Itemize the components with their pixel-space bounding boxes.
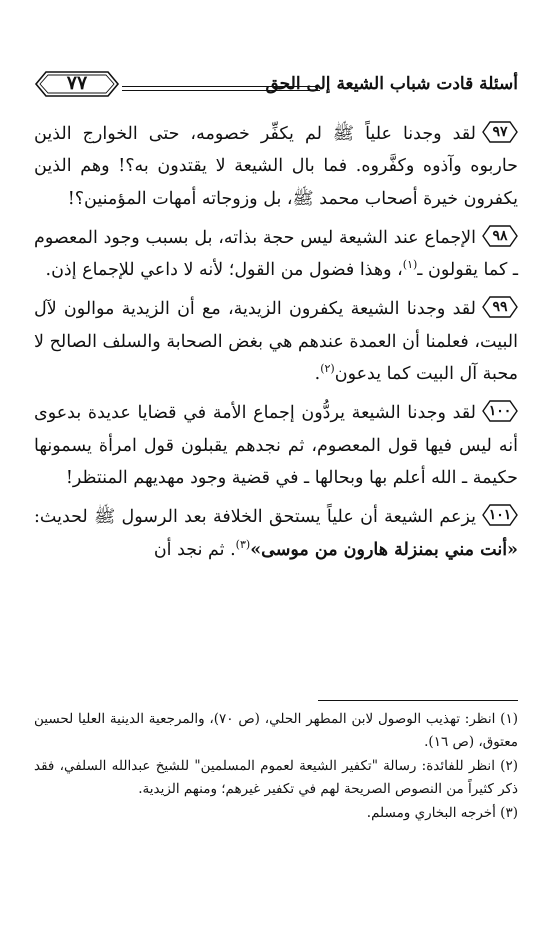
footnote: (٣) أخرجه البخاري ومسلم. — [366, 805, 518, 821]
question-98 — [34, 222, 518, 287]
question-number-badge — [482, 398, 518, 424]
question-99 — [34, 293, 518, 390]
page-number: ٧٧ — [66, 72, 88, 94]
question-number-badge — [482, 502, 518, 528]
question-number-badge — [482, 223, 518, 249]
question-text-cont: . — [314, 364, 321, 385]
question-text: يزعم الشيعة أن علياً يستحق الخلافة بعد الرسول ﷺ لحديث: — [34, 507, 476, 528]
question-97 — [34, 118, 518, 215]
question-number-badge — [482, 119, 518, 145]
question-text-cont: . ثم نجد أن — [153, 539, 236, 560]
footnote: (١) انظر: تهذيب الوصول لابن المطهر الحلي، (ص ٧٠)، والمرجعية الدينية العليا لحسين معتوق، (ص ١٦). — [34, 711, 518, 750]
question-text: لقد وجدنا الشيعة يكفرون الزيدية، مع أن الزيدية موالون لآل البيت، فعلمنا أن العمدة عندهم هي بغض الصحابة والسلف الصالح لا محبة آل البيت كما يدعون — [34, 299, 518, 385]
question-number: ٩٩ — [492, 299, 508, 316]
question-text: الإجماع عند الشيعة ليس حجة بذاته، بل بسبب وجود المعصوم ـ كما يقولون ـ — [34, 227, 518, 281]
footnotes — [34, 708, 518, 827]
question-text: لقد وجدنا علياً ﷺ لم يكفِّر خصومه، حتى الخوارج الذين حاربوه وآذوه وكفَّروه. فما بال الشيعة لا يقتدون به؟! وهم الذين يكفرون خيرة أصحاب محمد ﷺ، بل وزوجاته أمهات المؤمنين؟! — [34, 124, 518, 209]
footnote-ref[interactable]: (٢) — [320, 362, 335, 376]
question-number: ١٠٠ — [488, 403, 512, 420]
header-rule — [122, 86, 320, 91]
question-101 — [34, 501, 518, 566]
question-100 — [34, 397, 518, 494]
question-number: ٩٨ — [492, 227, 508, 244]
question-number: ٩٧ — [492, 124, 508, 140]
running-title: أسئلة قادت شباب الشيعة إلى الحق — [265, 74, 518, 94]
footnote-ref[interactable]: (١) — [402, 258, 418, 272]
question-text: لقد وجدنا الشيعة يردُّون إجماع الأمة في قضايا عديدة بدعوى أنه ليس فيها قول المعصوم، ثم نجدهم يقبلون قول امرأة يسمونها حكيمة ـ الله أعلم بها وبحالها ـ في قضية وجود مهديهم المنتظر! — [34, 403, 518, 488]
main-text — [34, 118, 518, 573]
question-number-badge — [482, 294, 518, 320]
page-header — [34, 62, 518, 108]
hadith-quote: «أنت مني بمنزلة هارون من موسى» — [250, 539, 518, 560]
page-number-badge — [34, 66, 120, 102]
footnote: (٢) انظر للفائدة: رسالة "تكفير الشيعة لعموم المسلمين" للشيخ عبدالله السلفي، فقد ذكر كثيراً من النصوص الصريحة لهم في تكفير غيرهم؛ ومنهم الزيدية. — [34, 758, 518, 797]
question-text-cont: ، وهذا فضول من القول؛ لأنه لا داعي للإجماع إذن. — [45, 260, 403, 281]
question-number: ١٠١ — [488, 507, 512, 524]
footnote-separator — [318, 700, 518, 701]
footnote-ref[interactable]: (٣) — [235, 537, 251, 551]
